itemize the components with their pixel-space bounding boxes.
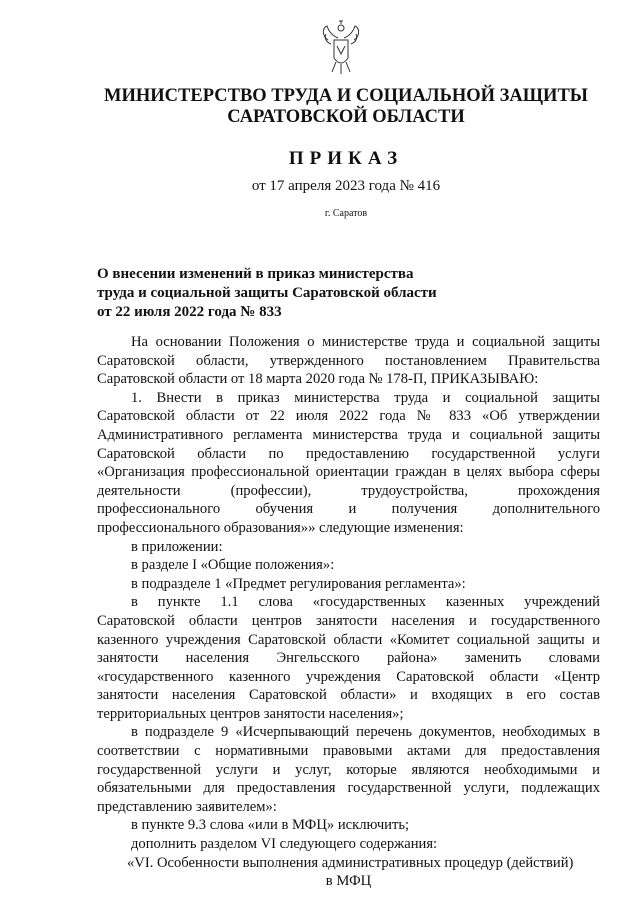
body-line: «государственного казенного учреждения Саратовской области «Центр (97, 668, 600, 685)
body-line: в подразделе 9 «Исчерпывающий перечень документов, необходимых в (131, 724, 600, 741)
body-line: деятельности (профессии), трудоустройства, прохождения (97, 482, 600, 499)
ministry-title (0, 86, 640, 128)
document-subject (97, 265, 517, 322)
body-line: Саратовской области по предоставлению государственной услуги (97, 445, 600, 462)
document-body (97, 333, 600, 891)
document-date-number: от 17 апреля 2023 года № 416 (251, 178, 441, 194)
body-line: дополнить разделом VI следующего содержания: (131, 836, 438, 853)
body-line: в пункте 9.3 слова «или в МФЦ» исключить; (131, 817, 410, 834)
body-line: Саратовской области, утвержденного постановлением Правительства (97, 352, 600, 369)
ministry-title-line2: САРАТОВСКОЙ ОБЛАСТИ (227, 107, 465, 127)
body-line: обязательными для предоставления государственной услуги, подлежащих (97, 780, 600, 797)
ministry-title-line1: МИНИСТЕРСТВО ТРУДА И СОЦИАЛЬНОЙ ЗАЩИТЫ (104, 86, 588, 106)
subject-line3: от 22 июля 2022 года № 833 (97, 304, 282, 320)
body-line: занятости населения Энгельсского района» заменить словами (97, 650, 600, 667)
body-line: «VI. Особенности выполнения административных процедур (действий) (127, 854, 574, 871)
body-line: Административного регламента министерства труда и социальной защиты (97, 426, 600, 443)
body-line: занятости населения Саратовской области» и входящих в его состав (97, 687, 600, 704)
body-line: соответствии с нормативными правовыми актами для предоставления (97, 743, 600, 760)
body-line: 1. Внести в приказ министерства труда и социальной защиты (131, 389, 600, 406)
body-line: Саратовской области от 18 марта 2020 года № 178-П, ПРИКАЗЫВАЮ: (97, 371, 539, 388)
body-line: в подразделе 1 «Предмет регулирования регламента»: (131, 575, 466, 592)
body-line: представлению заявителем»: (97, 798, 277, 815)
body-line: в пункте 1.1 слова «государственных казенных учреждений (131, 594, 600, 611)
body-line: профессионального образования»» следующие изменения: (97, 519, 464, 536)
body-line: «Организация профессиональной ориентации граждан в целях выбора сферы (97, 464, 600, 481)
body-line: государственной услуги и услуг, которые являются необходимыми и (97, 761, 600, 778)
subject-line1: О внесении изменений в приказ министерства (97, 266, 414, 282)
body-line: На основании Положения о министерстве труда и социальной защиты (131, 334, 600, 350)
subject-line2: труда и социальной защиты Саратовской области (97, 285, 437, 301)
body-line: в приложении: (131, 538, 223, 555)
coat-of-arms-emblem (318, 18, 364, 76)
body-line: Саратовской области центров занятости населения и государственного (97, 612, 600, 629)
body-line: в МФЦ (325, 873, 372, 890)
body-line: казенного учреждения Саратовской области «Комитет социальной защиты и (97, 631, 600, 648)
body-line: профессионального обучения и получения дополнительного (97, 501, 600, 518)
body-line: Саратовской области от 22 июля 2022 года № 833 «Об утверждении (97, 408, 600, 425)
body-line: территориальных центров занятости населения»; (97, 705, 404, 722)
body-line: в разделе I «Общие положения»: (131, 557, 335, 574)
document-city: г. Саратов (324, 208, 368, 219)
document-type: ПРИКАЗ (288, 148, 404, 169)
